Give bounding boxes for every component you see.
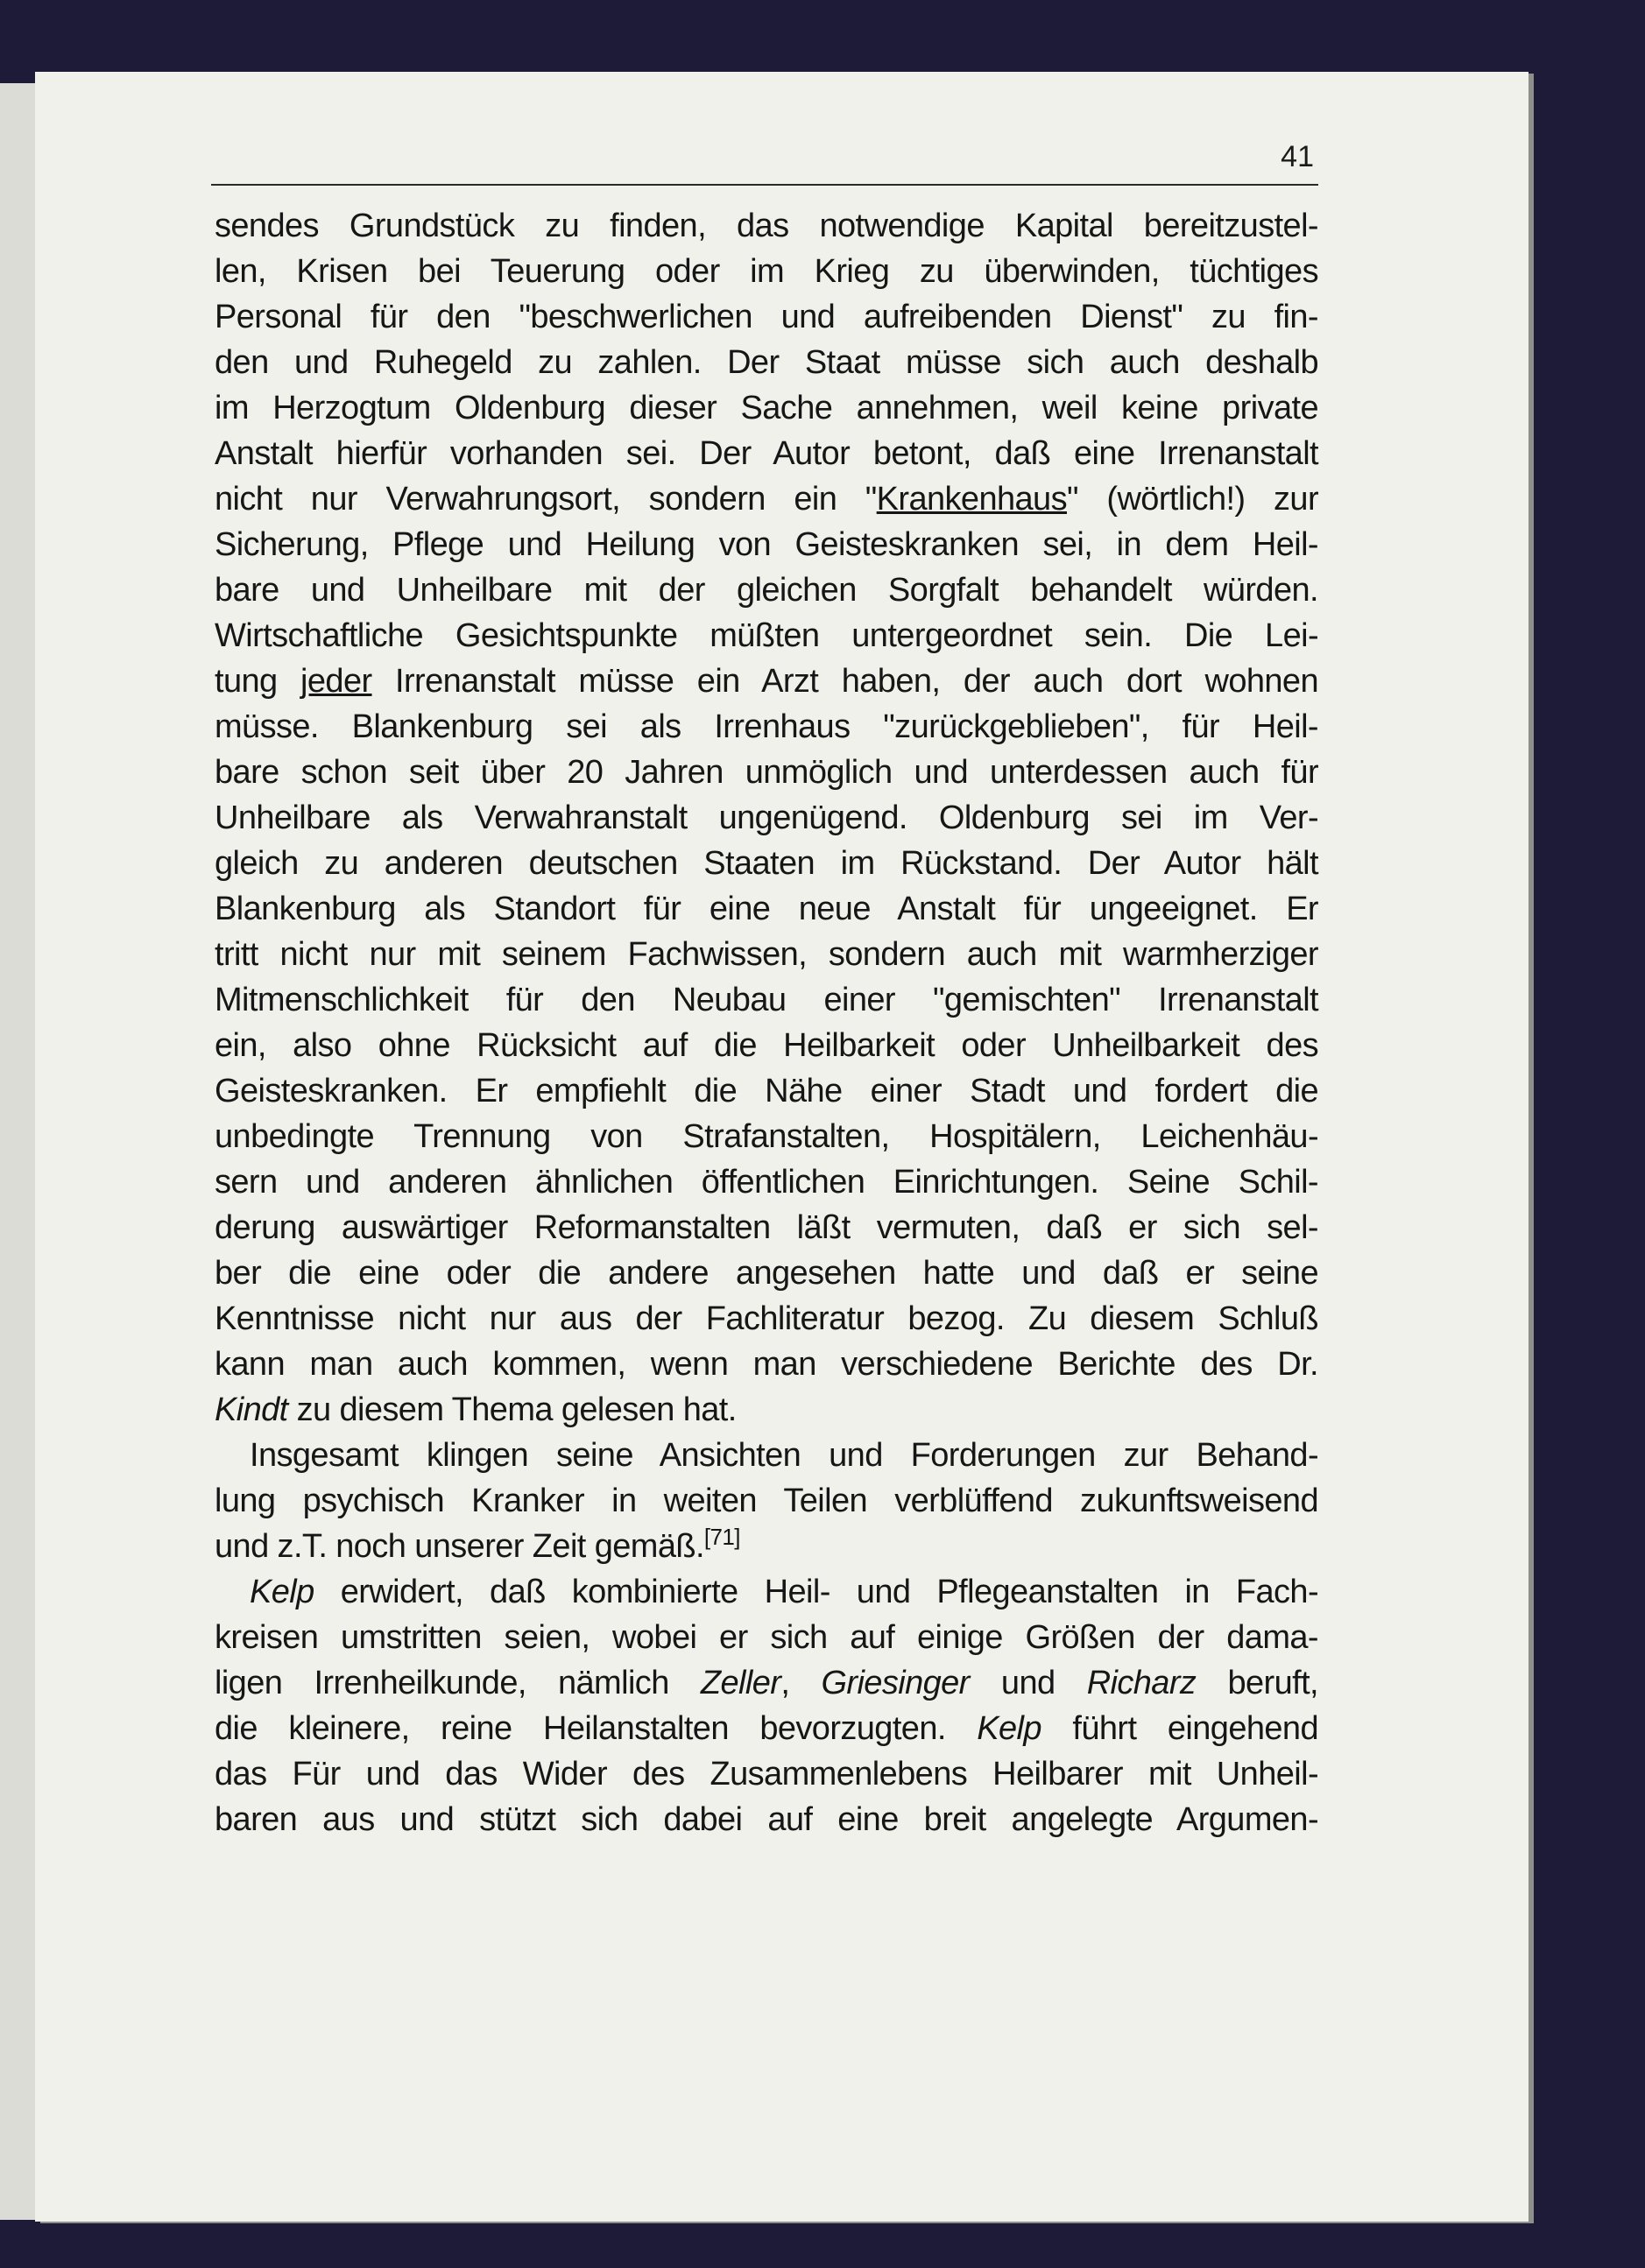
text-line xyxy=(215,659,1318,704)
underlined-term-jeder: jeder xyxy=(300,663,372,700)
text-line: sendes Grundstück zu finden, das notwendige Kapital bereitzustel- xyxy=(215,208,1318,244)
page-number: 41 xyxy=(1281,140,1314,173)
text-line xyxy=(215,1387,1318,1433)
italic-name-zeller: Zeller xyxy=(700,1665,781,1701)
underlined-term-krankenhaus: Krankenhaus xyxy=(876,481,1067,518)
text-line: bare schon seit über 20 Jahren unmöglich und unterdessen auch für xyxy=(215,754,1318,791)
text-run: ligen Irrenheilkunde, nämlich xyxy=(215,1665,701,1701)
text-line: ber die eine oder die andere angesehen hatte und daß er seine xyxy=(215,1255,1318,1292)
text-run: und z.T. noch unserer Zeit gemäß. xyxy=(215,1528,704,1565)
text-line: derung auswärtiger Reformanstalten läßt vermuten, daß er sich sel- xyxy=(215,1209,1318,1246)
text-run: und xyxy=(969,1665,1087,1701)
text-line: kann man auch kommen, wenn man verschiedene Berichte des Dr. xyxy=(215,1346,1318,1383)
text-line: im Herzogtum Oldenburg dieser Sache annehmen, weil keine private xyxy=(215,390,1318,426)
text-run: Irrenanstalt müsse ein Arzt haben, der auch dort wohnen xyxy=(371,663,1318,700)
body-text xyxy=(215,203,1318,1842)
text-line: ein, also ohne Rücksicht auf die Heilbarkeit oder Unheilbarkeit des xyxy=(215,1027,1318,1064)
text-line xyxy=(215,1569,1318,1615)
text-line: Sicherung, Pflege und Heilung von Geisteskranken sei, in dem Heil- xyxy=(215,526,1318,563)
footnote-reference: [71] xyxy=(703,1524,740,1550)
text-line: bare und Unheilbare mit der gleichen Sorgfalt behandelt würden. xyxy=(215,572,1318,609)
text-line: Mitmenschlichkeit für den Neubau einer "gemischten" Irrenanstalt xyxy=(215,982,1318,1018)
text-line: den und Ruhegeld zu zahlen. Der Staat müsse sich auch deshalb xyxy=(215,344,1318,381)
text-line: Anstalt hierfür vorhanden sei. Der Autor betont, daß eine Irrenanstalt xyxy=(215,435,1318,472)
text-run: " (wörtlich!) zur xyxy=(1067,481,1318,518)
paragraph-2 xyxy=(215,1433,1318,1569)
text-line: Kenntnisse nicht nur aus der Fachliteratur bezog. Zu diesem Schluß xyxy=(215,1300,1318,1337)
text-line xyxy=(215,1524,1318,1569)
header-rule xyxy=(211,184,1318,186)
text-line: das Für und das Wider des Zusammenlebens Heilbarer mit Unheil- xyxy=(215,1756,1318,1793)
text-line: tritt nicht nur mit seinem Fachwissen, sondern auch mit warmherziger xyxy=(215,936,1318,973)
text-line: Insgesamt klingen seine Ansichten und Forderungen zur Behand- xyxy=(250,1437,1318,1474)
text-run: tung xyxy=(215,663,301,700)
italic-name-kelp: Kelp xyxy=(977,1710,1041,1747)
text-line: unbedingte Trennung von Strafanstalten, Hospitälern, Leichenhäu- xyxy=(215,1118,1318,1155)
text-line: müsse. Blankenburg sei als Irrenhaus "zurückgeblieben", für Heil- xyxy=(215,708,1318,745)
text-run: die kleinere, reine Heilanstalten bevorzugten. xyxy=(215,1710,978,1747)
text-line: Wirtschaftliche Gesichtspunkte müßten untergeordnet sein. Die Lei- xyxy=(215,617,1318,654)
text-line: lung psychisch Kranker in weiten Teilen verblüffend zukunftsweisend xyxy=(215,1483,1318,1519)
text-run: führt eingehend xyxy=(1041,1710,1318,1747)
text-line: kreisen umstritten seien, wobei er sich auf einige Größen der dama- xyxy=(215,1619,1318,1656)
text-line: gleich zu anderen deutschen Staaten im Rückstand. Der Autor hält xyxy=(215,845,1318,882)
text-run: nicht nur Verwahrungsort, sondern ein " xyxy=(215,481,877,518)
italic-name-kelp: Kelp xyxy=(250,1574,314,1610)
text-line xyxy=(215,1706,1318,1751)
text-line: sern und anderen ähnlichen öffentlichen Einrichtungen. Seine Schil- xyxy=(215,1164,1318,1201)
paragraph-1 xyxy=(215,203,1318,1433)
text-line: Geisteskranken. Er empfiehlt die Nähe einer Stadt und fordert die xyxy=(215,1073,1318,1109)
text-run: beruft, xyxy=(1196,1665,1318,1701)
paragraph-3 xyxy=(215,1569,1318,1842)
italic-name-kindt: Kindt xyxy=(215,1391,288,1428)
italic-name-richarz: Richarz xyxy=(1086,1665,1197,1701)
text-run: zu diesem Thema gelesen hat. xyxy=(287,1391,737,1428)
text-line: Personal für den "beschwerlichen und aufreibenden Dienst" zu fin- xyxy=(215,299,1318,335)
text-line xyxy=(215,476,1318,522)
text-line: baren aus und stützt sich dabei auf eine breit angelegte Argumen- xyxy=(215,1801,1318,1838)
text-line: Blankenburg als Standort für eine neue Anstalt für ungeeignet. Er xyxy=(215,891,1318,927)
text-run: erwidert, daß kombinierte Heil- und Pflegeanstalten in Fach- xyxy=(314,1574,1318,1610)
italic-name-griesinger: Griesinger xyxy=(821,1665,970,1701)
text-line: len, Krisen bei Teuerung oder im Krieg zu überwinden, tüchtiges xyxy=(215,253,1318,290)
text-line: Unheilbare als Verwahranstalt ungenügend. Oldenburg sei im Ver- xyxy=(215,799,1318,836)
text-run: , xyxy=(780,1665,822,1701)
text-line xyxy=(215,1660,1318,1706)
